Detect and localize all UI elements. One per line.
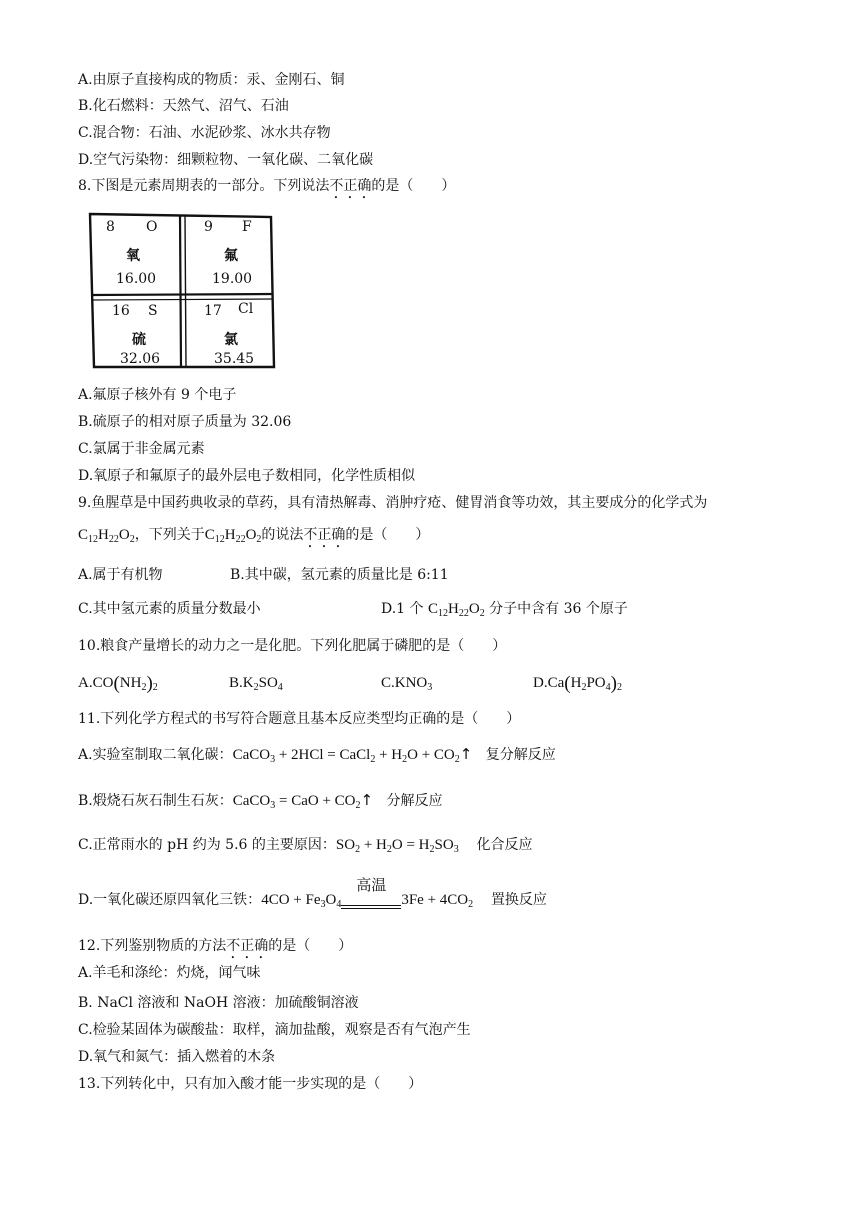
condition-label: 高温 <box>356 878 387 894</box>
element-name: 氧 <box>126 248 140 264</box>
element-cell-fluorine <box>186 211 274 295</box>
q8-stem <box>78 177 455 202</box>
formula-subscript: 2 <box>129 534 135 545</box>
element-name: 氟 <box>224 248 238 264</box>
option-text: C.正常雨水的 pH 约为 5.6 的主要原因： <box>78 837 336 853</box>
reaction-type: 复分解反应 <box>485 747 556 763</box>
element-symbol: Cl <box>238 301 254 317</box>
q8-option-a: A.氟原子核外有 9 个电子 <box>78 387 237 403</box>
q10-option-a: $A.CO(NH_2)_2$ <box>78 673 158 694</box>
formula-subscript: 22 <box>235 534 246 545</box>
q9-formula-3 <box>428 601 485 617</box>
q8-option-c: C.氯属于非金属元素 <box>78 441 205 457</box>
q12-stem <box>78 937 352 962</box>
element-mass: 35.45 <box>214 351 255 367</box>
q8-stem-tail: 的是（ ） <box>371 178 456 194</box>
q10-stem: 10.粮食产量增长的动力之一是化肥。下列化肥属于磷肥的是（ ） <box>78 638 507 654</box>
formula-subscript: 12 <box>214 534 225 545</box>
q9-option-d <box>381 600 628 618</box>
formula-subscript: 2 <box>581 682 587 693</box>
q11-option-d <box>78 878 547 910</box>
q11-option-b <box>78 791 442 810</box>
formula-part: SO <box>258 675 278 691</box>
element-symbol: S <box>148 303 158 319</box>
formula-part: NH <box>119 675 142 691</box>
formula-part: K <box>242 675 254 691</box>
formula-part: CO <box>92 675 114 691</box>
formula-subscript: 22 <box>108 534 119 545</box>
q7-option-a: A.由原子直接构成的物质：汞、金刚石、铜 <box>78 72 345 88</box>
element-name: 硫 <box>132 332 146 348</box>
equation-c: $SO_2 + H_2O = H_2SO_3$ <box>335 837 459 855</box>
formula-element: C <box>78 527 89 543</box>
option-text: A.实验室制取二氧化碳： <box>78 747 233 763</box>
equation-d: $4CO + Fe_3O_4$ 高温 $3Fe + 4CO_2$ <box>261 878 474 910</box>
formula-part: KNO <box>394 675 428 691</box>
q9-stem-line2 <box>78 526 429 551</box>
q8-stem-text: 8.下图是元素周期表的一部分。下列说法 <box>78 178 330 194</box>
q9-stem-line1: 9.鱼腥草是中国药典收录的草药，具有清热解毒、消肿疗疮、健胃消食等功效，其主要成分的化学式为 <box>78 495 708 511</box>
formula-subscript: 2 <box>479 608 485 619</box>
q9-option-b: B.其中碳，氢元素的质量比是 6:11 <box>230 567 449 583</box>
q9-stem-text: 的说法 <box>261 527 304 543</box>
element-number: 16 <box>112 303 130 319</box>
element-mass: 32.06 <box>120 351 161 367</box>
q12-stem-text: 12.下列鉴别物质的方法 <box>78 938 227 954</box>
element-number: 9 <box>204 219 213 235</box>
formula-part: H <box>570 675 582 691</box>
q9-formula <box>78 527 135 543</box>
formula-subscript: 3 <box>427 682 433 693</box>
element-cell-sulfur <box>88 297 180 369</box>
q7-option-c: C.混合物：石油、水泥砂浆、冰水共存物 <box>78 125 331 141</box>
formula-subscript: 4 <box>277 682 283 693</box>
periodic-table-fragment <box>88 211 278 371</box>
option-text: 分子中含有 36 个原子 <box>489 601 628 617</box>
q11-option-a <box>78 745 556 764</box>
q12-option-d: D.氧气和氮气：插入燃着的木条 <box>78 1049 276 1065</box>
formula-element: H <box>98 527 109 543</box>
formula-subscript: 2 <box>256 534 262 545</box>
formula-subscript: 2 <box>141 682 147 693</box>
option-label: D. <box>533 675 548 691</box>
element-symbol: F <box>242 219 252 235</box>
q10-option-c <box>381 674 432 692</box>
element-number: 8 <box>106 219 115 235</box>
q12-option-a: A.羊毛和涤纶：灼烧，闻气味 <box>78 965 261 981</box>
formula-subscript: 22 <box>458 608 469 619</box>
formula-subscript: 2 <box>152 682 158 693</box>
q7-option-d: D.空气污染物：细颗粒物、一氧化碳、二氧化碳 <box>78 152 374 168</box>
reaction-type: 置换反应 <box>490 892 547 908</box>
q11-option-c <box>78 836 533 854</box>
option-text: D.1 个 <box>381 601 424 617</box>
q9-emphasis: 不正确 <box>303 527 346 543</box>
formula-element: O <box>245 527 257 543</box>
element-number: 17 <box>204 303 222 319</box>
option-label: A. <box>78 675 93 691</box>
formula-subscript: 12 <box>88 534 99 545</box>
formula-subscript: 12 <box>438 608 449 619</box>
element-mass: 19.00 <box>212 271 253 287</box>
reaction-condition <box>341 878 401 909</box>
q8-option-d: D.氧原子和氟原子的最外层电子数相同，化学性质相似 <box>78 468 416 484</box>
q13-stem: 13.下列转化中，只有加入酸才能一步实现的是（ ） <box>78 1076 423 1092</box>
option-text: D.一氧化碳还原四氧化三铁： <box>78 892 262 908</box>
formula-element: H <box>448 601 459 617</box>
element-cell-chlorine <box>186 297 274 369</box>
q9-option-c: C.其中氢元素的质量分数最小 <box>78 601 261 617</box>
formula-element: C <box>428 601 439 617</box>
formula-subscript: 2 <box>616 682 622 693</box>
formula-subscript: 2 <box>253 682 259 693</box>
formula-element: O <box>118 527 130 543</box>
formula-subscript: 4 <box>605 682 611 693</box>
formula-element: O <box>468 601 480 617</box>
q8-emphasis: 不正确 <box>329 178 372 194</box>
element-mass: 16.00 <box>116 271 157 287</box>
q8-option-b: B.硫原子的相对原子质量为 32.06 <box>78 414 292 430</box>
q12-emphasis: 不正确 <box>226 938 269 954</box>
q9-formula-2 <box>205 527 262 543</box>
element-cell-oxygen <box>88 211 180 295</box>
equation-b: CaCO$_3$ = CaO + $CO_2↑$ <box>232 791 374 811</box>
reaction-type: 分解反应 <box>386 793 443 809</box>
element-name: 氯 <box>224 332 238 348</box>
formula-part: PO <box>586 675 606 691</box>
q10-option-b <box>229 674 283 692</box>
formula-element: C <box>204 527 215 543</box>
q9-option-a: A.属于有机物 <box>78 567 163 583</box>
option-label: B. <box>229 675 243 691</box>
reaction-type: 化合反应 <box>476 837 533 853</box>
q10-option-d: $D.Ca(H_2PO_4)_2$ <box>533 673 622 694</box>
equation-a: CaCO$_3$ + 2HCl = CaCl$_2$ + $H_2O$ + $CO_2↑$ <box>232 745 473 765</box>
formula-part: Ca <box>547 675 565 691</box>
q9-stem-text: ，下列关于 <box>134 527 205 543</box>
q7-option-b: B.化石燃料：天然气、沼气、石油 <box>78 98 289 114</box>
formula-element: H <box>224 527 236 543</box>
option-text: B.煅烧石灰石制生石灰： <box>78 793 233 809</box>
q9-stem-tail: 的是（ ） <box>345 527 430 543</box>
q12-option-b: B. NaCl 溶液和 NaOH 溶液：加硫酸铜溶液 <box>78 995 359 1011</box>
option-label: C. <box>381 675 395 691</box>
q12-stem-tail: 的是（ ） <box>268 938 353 954</box>
q12-option-c: C.检验某固体为碳酸盐：取样，滴加盐酸，观察是否有气泡产生 <box>78 1022 471 1038</box>
q11-stem: 11.下列化学方程式的书写符合题意且基本反应类型均正确的是（ ） <box>78 711 521 727</box>
element-symbol: O <box>146 219 158 235</box>
